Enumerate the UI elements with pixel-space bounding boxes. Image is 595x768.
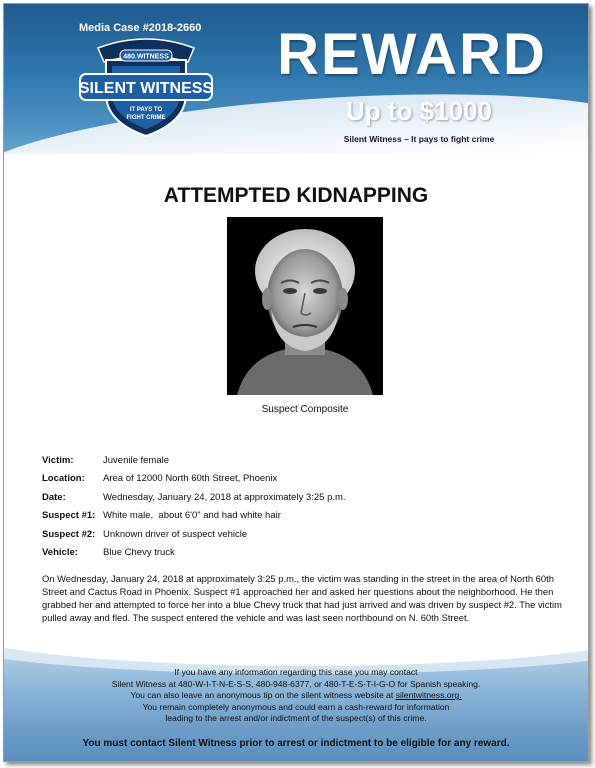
reward-heading: REWARD xyxy=(277,22,547,87)
logo-bottom-text-2: FIGHT CRIME xyxy=(126,115,166,121)
logo-top-text: 480.WITNESS xyxy=(123,53,169,61)
detail-label: Suspect #2: xyxy=(42,528,96,540)
detail-row-location xyxy=(42,470,562,489)
reward-eligibility-notice: You must contact Silent Witness prior to arrest or indictment to be eligible for any reward. xyxy=(82,738,510,749)
detail-row-suspect-2 xyxy=(42,525,562,544)
footer-line: Silent Witness at 480-W-I-T-N-E-S-S, 480-948-6377, or 480-T-E-S-T-I-G-O for Spanish speaking. xyxy=(111,678,481,689)
footer-line xyxy=(4,690,588,702)
detail-value: Unknown driver of suspect vehicle xyxy=(103,528,248,540)
detail-value: Juvenile female xyxy=(103,454,170,466)
footer-line: You remain completely anonymous and could earn a cash-reward for information xyxy=(142,701,450,712)
case-narrative: On Wednesday, January 24, 2018 at approximately 3:25 p.m., the victim was standing in the street in the area of North 60th Street and Cactus Road in Phoenix. Suspect #1 approached her and asked her questions about the neighborhood. He then grabbed her and attempted to force her into a blue Chevy truck that had just arrived and was driven by suspect #2. The victim pulled away and fled. The suspect entered the vehicle and was last seen northbound on N. 60th Street. xyxy=(42,573,562,623)
footer-line: If you have any information regarding this case you may contact xyxy=(174,667,418,677)
case-details xyxy=(42,451,562,562)
tagline: Silent Witness – It pays to fight crime xyxy=(343,134,495,144)
media-case-number: Media Case #2018-2660 xyxy=(79,22,202,34)
footer-line: leading to the arrest and/or indictment of the suspect(s) of this crime. xyxy=(165,713,427,724)
detail-label: Victim: xyxy=(42,454,74,466)
detail-row-vehicle xyxy=(42,544,562,563)
case-title: ATTEMPTED KIDNAPPING xyxy=(163,184,429,207)
reward-amount: Up to $1000 xyxy=(346,96,492,126)
footer-contact-info xyxy=(4,667,588,725)
composite-caption: Suspect Composite xyxy=(261,404,349,415)
logo-bottom-text-1: IT PAYS TO xyxy=(129,107,163,113)
logo-main-text: SILENT WITNESS xyxy=(78,80,214,97)
header-banner xyxy=(4,4,588,154)
detail-label: Suspect #1: xyxy=(42,510,96,522)
detail-row-date xyxy=(42,488,562,507)
detail-value: White male, about 6'0" and had white hair xyxy=(103,510,281,522)
detail-label: Location: xyxy=(42,473,85,485)
footer-line-text: You can also leave an anonymous tip on the silent witness website at xyxy=(130,690,396,701)
detail-row-victim xyxy=(42,451,562,470)
detail-value: Wednesday, January 24, 2018 at approximately 3:25 p.m. xyxy=(103,491,346,503)
detail-value: Blue Chevy truck xyxy=(103,547,175,559)
detail-value: Area of 12000 North 60th Street, Phoenix xyxy=(103,473,278,485)
detail-label: Date: xyxy=(42,491,66,503)
footer-banner xyxy=(4,644,588,761)
silent-witness-logo xyxy=(76,36,216,138)
detail-row-suspect-1 xyxy=(42,507,562,526)
flyer-page xyxy=(3,3,589,762)
silentwitness-website-link[interactable]: silentwitness.org. xyxy=(395,690,462,701)
suspect-composite-image xyxy=(227,217,383,395)
detail-label: Vehicle: xyxy=(42,547,78,559)
